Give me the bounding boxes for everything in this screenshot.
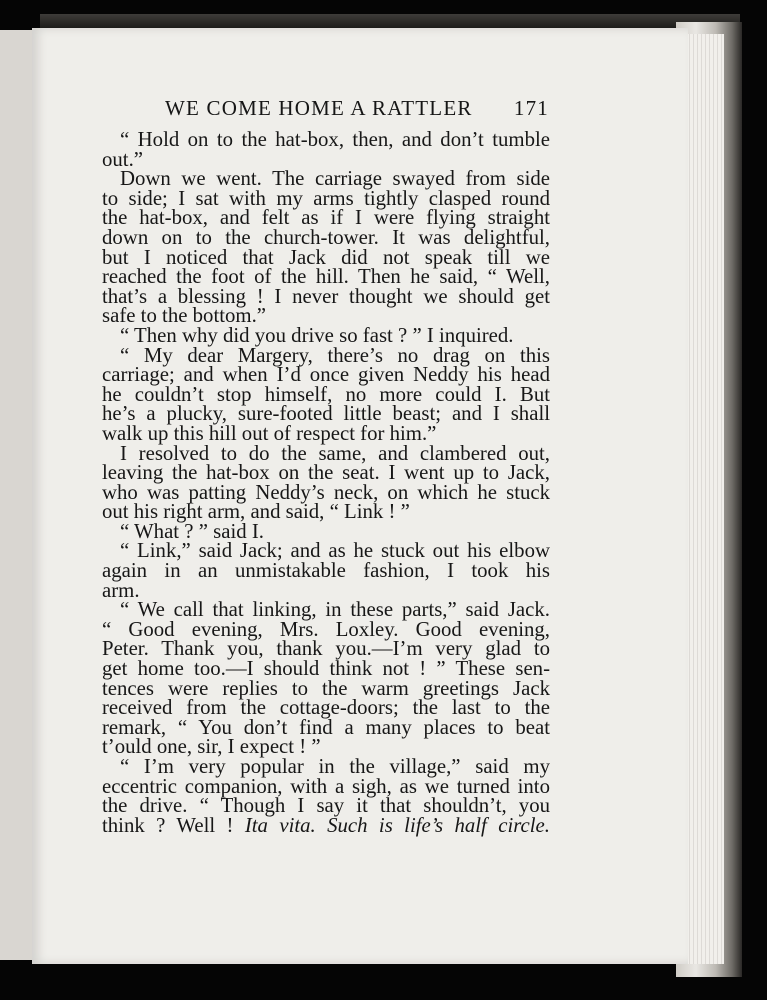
text-line-content: “ Then why did you drive so fast ? ” I inquired. <box>120 323 514 347</box>
text-line-content: Down we went. The carriage swayed from side <box>120 167 550 191</box>
text-line-content: received from the cottage-doors; the last to the <box>102 696 550 720</box>
text-line-content: “ Good evening, Mrs. Loxley. Good evening, <box>102 617 550 641</box>
text-line-content: who was patting Neddy’s neck, on which he stuck <box>102 480 550 504</box>
body-text <box>102 130 550 835</box>
text-line-content: he’s a plucky, sure-footed little beast; and I shall <box>102 402 550 426</box>
text-line-content: tences were replies to the warm greetings Jack <box>102 676 550 700</box>
text-line-content: “ Hold on to the hat-box, then, and don’t tumble <box>120 128 550 151</box>
text-line-content: down on to the church-tower. It was delightful, <box>102 225 550 249</box>
running-header <box>165 96 549 124</box>
text-line-content: out.” <box>102 147 144 171</box>
text-line-content: “ I’m very popular in the village,” said my <box>120 755 550 778</box>
running-header-title: WE COME HOME A RATTLER <box>165 96 473 120</box>
page-fore-edge <box>686 34 724 964</box>
text-line-content: remark, “ You don’t find a many places to beat <box>102 715 550 739</box>
text-line <box>102 561 550 581</box>
text-line-content: the drive. “ Though I say it that shouldn’t, you <box>102 794 550 818</box>
text-line-content: I resolved to do the same, and clambered out, <box>120 441 550 465</box>
text-line-content: leaving the hat-box on the seat. I went up to Jack, <box>102 461 550 485</box>
text-line-content: “ We call that linking, in these parts,” said Jack. <box>120 598 550 622</box>
text-line-content: that’s a blessing ! I never thought we should get <box>102 284 550 308</box>
text-line-content: t’ould one, sir, I expect ! ” <box>102 735 321 759</box>
text-line-content: he couldn’t stop himself, no more could I. But <box>102 382 550 406</box>
page-number: 171 <box>513 96 549 120</box>
text-line-content: out his right arm, and said, “ Link ! ” <box>102 500 410 524</box>
text-line-content: carriage; and when I’d once given Neddy his head <box>102 363 550 387</box>
text-line-content: reached the foot of the hill. Then he said, “ Well, <box>102 265 550 289</box>
text-line-content: but I noticed that Jack did not speak till we <box>102 245 550 269</box>
text-line-content: think ? Well ! <box>102 813 234 837</box>
text-line-content: Peter. Thank you, thank you.—I’m very glad to <box>102 637 550 661</box>
text-line-content: arm. <box>102 578 140 602</box>
text-line-content: the hat-box, and felt as if I were flying straight <box>102 206 550 230</box>
text-line <box>102 130 550 150</box>
text-line-content: eccentric companion, with a sigh, as we turned into <box>102 774 550 798</box>
text-line-content: walk up this hill out of respect for him.” <box>102 421 437 445</box>
italic-phrase: Ita vita. Such is life’s half circle. <box>244 813 550 837</box>
text-line-content: get home too.—I should think not ! ” These sen- <box>102 657 550 681</box>
text-line <box>102 813 550 837</box>
text-line-content: “ My dear Margery, there’s no drag on this <box>120 343 550 367</box>
text-line-content: “ What ? ” said I. <box>120 519 264 543</box>
text-line-content: “ Link,” said Jack; and as he stuck out his elbow <box>120 539 550 563</box>
text-line-content: again in an unmistakable fashion, I took his <box>102 559 550 583</box>
text-line-content: to side; I sat with my arms tightly clasped round <box>102 186 550 210</box>
book-spine-top <box>40 14 740 28</box>
text-line-content: safe to the bottom.” <box>102 304 267 328</box>
